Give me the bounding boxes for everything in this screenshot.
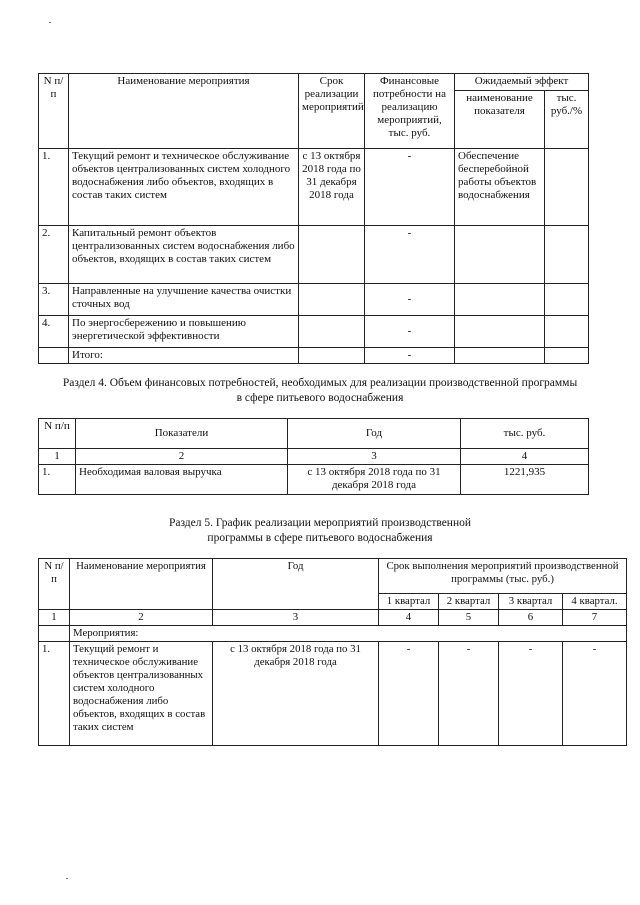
- row-q1: -: [379, 642, 439, 746]
- row-year: с 13 октября 2018 года по 31 декабря 2018 года: [288, 465, 461, 495]
- row-effect-unit: [545, 226, 589, 284]
- header-quarter: 2 квартал: [439, 593, 499, 609]
- colnum: 7: [563, 610, 627, 626]
- header-indicator: Показатели: [76, 419, 288, 449]
- row-finance: -: [365, 316, 455, 348]
- header-quarter: 1 квартал: [379, 593, 439, 609]
- scan-speck: [49, 22, 51, 23]
- financial-needs-table: [38, 418, 589, 495]
- scan-speck: [66, 878, 68, 879]
- header-value: тыс. руб.: [461, 419, 589, 449]
- row-year: с 13 октября 2018 года по 31 декабря 2018 года: [213, 642, 379, 746]
- row-num: 2.: [39, 226, 69, 284]
- row-effect-name: [455, 226, 545, 284]
- row-term: с 13 октября 2018 года по 31 декабря 2018 года: [299, 149, 365, 226]
- subheader-measures: Мероприятия:: [70, 626, 627, 642]
- colnum: 4: [461, 449, 589, 465]
- header-finance: Финансовые потребности на реализацию мероприятий, тыс. руб.: [365, 74, 455, 149]
- colnum: 3: [213, 610, 379, 626]
- section-5-title: Раздел 5. График реализации мероприятий производственной программы в сфере питьевого водоснабжения: [168, 517, 472, 544]
- row-effect-unit: [545, 348, 589, 364]
- row-name: По энергосбережению и повышению энергетической эффективности: [69, 316, 299, 348]
- row-num: 3.: [39, 284, 69, 316]
- colnum: 4: [379, 610, 439, 626]
- row-num: 1.: [39, 642, 70, 746]
- header-num: N п/п: [39, 74, 69, 149]
- colnum: 6: [499, 610, 563, 626]
- row-q2: -: [439, 642, 499, 746]
- row-name: Итого:: [69, 348, 299, 364]
- row-finance: -: [365, 284, 455, 316]
- colnum: 3: [288, 449, 461, 465]
- row-num: 1.: [39, 149, 69, 226]
- row-effect-name: [455, 284, 545, 316]
- row-name: Направленные на улучшение качества очистки сточных вод: [69, 284, 299, 316]
- header-year: Год: [288, 419, 461, 449]
- row-num: 4.: [39, 316, 69, 348]
- header-year: Год: [213, 559, 379, 610]
- header-term: Срок реализации мероприятий: [299, 74, 365, 149]
- header-quarter: 4 квартал.: [563, 593, 627, 609]
- header-quarter: 3 квартал: [499, 593, 563, 609]
- section-4-title: Раздел 4. Объем финансовых потребностей, необходимых для реализации производственной программы в сфере питьевого водоснабжения: [62, 377, 578, 404]
- row-term: [299, 316, 365, 348]
- empty-cell: [39, 626, 70, 642]
- header-term: Срок выполнения мероприятий производственной программы (тыс. руб.): [379, 559, 627, 594]
- row-effect-name: [455, 316, 545, 348]
- colnum: 1: [39, 610, 70, 626]
- header-name: Наименование мероприятия: [69, 74, 299, 149]
- table-row: [39, 284, 589, 316]
- row-effect-unit: [545, 284, 589, 316]
- header-num: N п/ п: [39, 559, 70, 610]
- colnum: 5: [439, 610, 499, 626]
- row-finance: -: [365, 348, 455, 364]
- row-term: [299, 348, 365, 364]
- colnum: 1: [39, 449, 76, 465]
- row-q3: -: [499, 642, 563, 746]
- table-row: [39, 316, 589, 348]
- row-q4: -: [563, 642, 627, 746]
- schedule-table: [38, 558, 627, 746]
- colnum: 2: [76, 449, 288, 465]
- header-name: Наименование мероприятия: [70, 559, 213, 610]
- row-effect-unit: [545, 316, 589, 348]
- table-row: [39, 149, 589, 226]
- row-indicator: Необходимая валовая выручка: [76, 465, 288, 495]
- row-num: 1.: [39, 465, 76, 495]
- header-effect-unit: тыс. руб./%: [545, 90, 589, 148]
- row-value: 1221,935: [461, 465, 589, 495]
- row-name: Капитальный ремонт объектов централизованных систем водоснабжения либо объектов, входящих в состав таких систем: [69, 226, 299, 284]
- row-effect-name: Обеспечение бесперебойной работы объектов водоснабжения: [455, 149, 545, 226]
- header-effect: Ожидаемый эффект: [455, 74, 589, 91]
- row-finance: -: [365, 149, 455, 226]
- row-term: [299, 284, 365, 316]
- colnum: 2: [70, 610, 213, 626]
- row-finance: -: [365, 226, 455, 284]
- row-name: Текущий ремонт и техническое обслуживание объектов централизованных систем холодного водоснабжения либо объектов, входящих в состав таких систем: [70, 642, 213, 746]
- table-row: [39, 642, 627, 746]
- header-num: N п/п: [39, 419, 76, 449]
- row-term: [299, 226, 365, 284]
- table-row: [39, 226, 589, 284]
- row-num: [39, 348, 69, 364]
- row-effect-unit: [545, 149, 589, 226]
- header-effect-name: наименование показателя: [455, 90, 545, 148]
- table-row: [39, 465, 589, 495]
- row-name: Текущий ремонт и техническое обслуживание объектов централизованных систем холодного водоснабжения либо объектов, входящих в состав таких систем: [69, 149, 299, 226]
- table-row-total: [39, 348, 589, 364]
- row-effect-name: [455, 348, 545, 364]
- measures-table: [38, 73, 589, 364]
